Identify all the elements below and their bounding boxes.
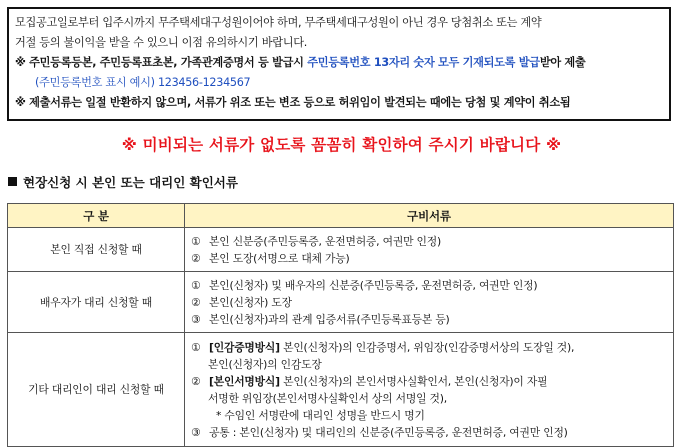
item-body: 본인(신청자)의 본인서명사실확인서, 본인(신청자)이 자필 bbox=[279, 374, 548, 388]
table-row bbox=[8, 272, 674, 333]
item-text: 공통 : 본인(신청자) 및 대리인의 신분증(주민등록증, 운전면허증, 여권만 인정) bbox=[209, 425, 568, 439]
row-category: 본인 직접 신청할 때 bbox=[8, 228, 185, 272]
notice-line-3-suffix: 받아 제출 bbox=[539, 56, 586, 69]
item-continuation: 서명한 위임장(본인서명사실확인서 상의 서명일 것), bbox=[208, 391, 448, 405]
list-item bbox=[191, 277, 667, 294]
row-documents bbox=[185, 228, 674, 272]
list-item bbox=[191, 294, 667, 311]
section-heading bbox=[8, 173, 238, 191]
item-text: 본인(신청자) 도장 bbox=[209, 295, 292, 309]
notice-line-3-prefix: ※ 주민등록등본, 주민등록표초본, 가족관계증명서 등 발급시 bbox=[15, 56, 308, 69]
item-text: 본인 도장(서명으로 대체 가능) bbox=[209, 251, 350, 265]
item-note: * 수임인 서명란에 대리인 성명을 반드시 명기 bbox=[216, 408, 425, 422]
row-category: 배우자가 대리 신청할 때 bbox=[8, 272, 185, 333]
item-method-label: [본인서명방식] bbox=[209, 374, 280, 388]
table-header-row bbox=[8, 204, 674, 228]
required-documents-table bbox=[7, 203, 674, 447]
notice-line-2: 거절 등의 불이익을 받을 수 있으니 이점 유의하시기 바랍니다. bbox=[15, 36, 307, 49]
header-category: 구 분 bbox=[8, 204, 185, 228]
warning-banner: ※ 미비되는 서류가 없도록 꼼꼼히 확인하여 주시기 바랍니다 ※ bbox=[121, 136, 562, 154]
item-method-label: [인감증명방식] bbox=[209, 340, 280, 354]
item-text: 본인(신청자)과의 관계 입증서류(주민등록표등본 등) bbox=[209, 312, 450, 326]
item-number: ② bbox=[191, 374, 201, 388]
table-row bbox=[8, 228, 674, 272]
row-category: 기타 대리인이 대리 신청할 때 bbox=[8, 333, 185, 447]
notice-line-1: 모집공고일로부터 입주시까지 무주택세대구성원이어야 하며, 무주택세대구성원이 아닌 경우 당첨취소 또는 계약 bbox=[15, 16, 542, 29]
item-number: ② bbox=[191, 251, 201, 265]
square-bullet-icon bbox=[8, 177, 17, 186]
section-heading-text: 현장신청 시 본인 또는 대리인 확인서류 bbox=[23, 175, 238, 190]
row-documents bbox=[185, 272, 674, 333]
item-number: ① bbox=[191, 278, 201, 292]
header-documents: 구비서류 bbox=[185, 204, 674, 228]
notice-line-5: ※ 제출서류는 일절 반환하지 않으며, 서류가 위조 또는 변조 등으로 허위임이 발견되는 때에는 당첨 및 계약이 취소됨 bbox=[15, 96, 571, 109]
notice-line-3-highlight: 주민등록번호 13자리 숫자 모두 기재되도록 발급 bbox=[307, 56, 540, 69]
item-text: 본인 신분증(주민등록증, 운전면허증, 여권만 인정) bbox=[209, 234, 442, 248]
item-text: 본인(신청자) 및 배우자의 신분증(주민등록증, 운전면허증, 여권만 인정) bbox=[209, 278, 538, 292]
item-number: ② bbox=[191, 295, 201, 309]
notice-line-4: (주민등록번호 표시 예시) 123456-1234567 bbox=[35, 76, 251, 89]
list-item bbox=[191, 233, 667, 250]
item-number: ① bbox=[191, 340, 201, 354]
list-item bbox=[191, 424, 667, 441]
item-number: ① bbox=[191, 234, 201, 248]
item-body: 본인(신청자)의 인감증명서, 위임장(인감증명서상의 도장일 것), bbox=[279, 340, 575, 354]
item-number: ③ bbox=[191, 312, 201, 326]
list-item bbox=[191, 373, 667, 390]
item-continuation: 본인(신청자)의 인감도장 bbox=[208, 357, 322, 371]
list-item bbox=[191, 311, 667, 328]
item-number: ③ bbox=[191, 425, 201, 439]
notice-line-3 bbox=[15, 53, 663, 73]
list-item bbox=[191, 339, 667, 356]
item-text bbox=[209, 339, 574, 356]
row-documents bbox=[185, 333, 674, 447]
item-text bbox=[209, 373, 547, 390]
list-item bbox=[191, 250, 667, 267]
table-row bbox=[8, 333, 674, 447]
notice-box bbox=[7, 7, 671, 121]
